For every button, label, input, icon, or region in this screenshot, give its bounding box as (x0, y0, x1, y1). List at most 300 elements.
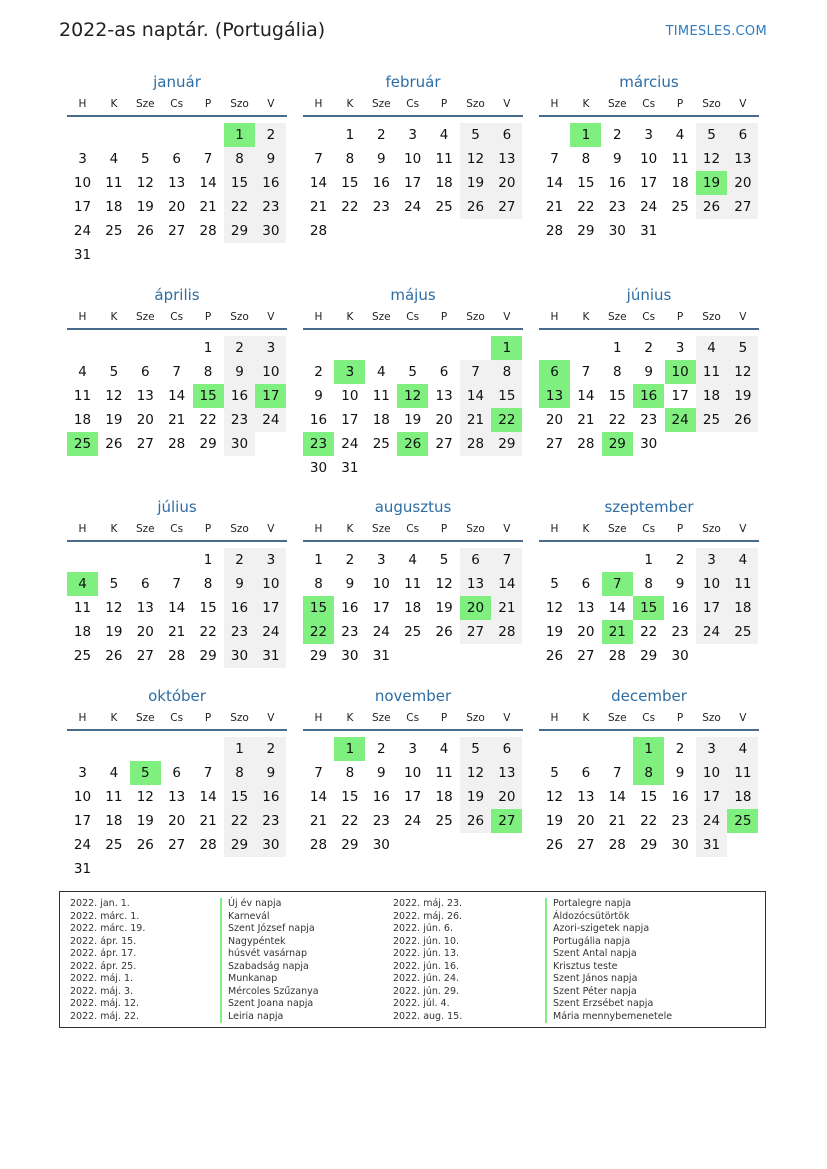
weekday-header: Szo (230, 523, 249, 535)
weekday-header: Sze (371, 712, 391, 724)
weekday-header: Cs (642, 523, 656, 535)
weekday-header: P (676, 98, 684, 110)
holiday-name: Szent Erzsébet napja (545, 998, 672, 1011)
day-cell: 8 (613, 364, 622, 380)
day-cell: 23 (255, 809, 286, 833)
weekday-header: K (110, 311, 118, 323)
weekday-header: K (110, 523, 118, 535)
month-divider (303, 115, 523, 117)
day-cell: 11 (372, 388, 390, 404)
day-cell: 17 (696, 785, 727, 809)
holiday-day-cell: 22 (491, 408, 522, 432)
day-cell: 28 (199, 223, 217, 239)
day-cell: 22 (341, 199, 359, 215)
day-cell: 24 (640, 199, 658, 215)
day-cell: 18 (404, 600, 422, 616)
day-cell: 19 (435, 600, 453, 616)
weekday-header: V (503, 311, 511, 323)
day-cell: 24 (341, 436, 359, 452)
day-cell: 30 (255, 219, 286, 243)
holiday-date: 2022. jún. 10. (393, 935, 460, 947)
month-name: április (154, 286, 200, 304)
day-cell: 28 (545, 223, 564, 239)
weekday-header: P (440, 523, 448, 535)
month-name: március (619, 73, 679, 91)
holiday-day-cell: 23 (303, 432, 334, 456)
day-cell: 26 (105, 648, 123, 664)
day-cell: 26 (696, 195, 727, 219)
weekday-header: Cs (642, 712, 656, 724)
weekday-header: V (739, 523, 747, 535)
day-cell: 9 (255, 761, 286, 785)
day-cell: 29 (224, 219, 255, 243)
day-cell: 18 (696, 384, 727, 408)
day-cell: 13 (460, 572, 491, 596)
day-cell: 4 (439, 127, 449, 143)
weekday-header: P (676, 311, 684, 323)
page-title: 2022-as naptár. (Portugália) (59, 19, 326, 41)
day-cell: 21 (199, 199, 217, 215)
day-cell: 1 (314, 552, 323, 568)
weekday-header: V (503, 98, 511, 110)
day-cell: 7 (172, 364, 181, 380)
month-name: június (626, 286, 672, 304)
holiday-day-cell: 24 (665, 408, 696, 432)
weekday-header: H (550, 98, 559, 110)
holiday-day-cell: 3 (334, 360, 365, 384)
day-cell: 7 (581, 364, 591, 380)
day-cell: 3 (255, 548, 286, 572)
day-cell: 27 (435, 436, 453, 452)
month-divider (303, 540, 523, 542)
weekday-header: V (267, 98, 275, 110)
day-cell: 26 (460, 195, 491, 219)
day-cell: 18 (435, 789, 453, 805)
weekday-header: H (550, 712, 559, 724)
day-cell: 8 (491, 360, 522, 384)
day-cell: 24 (73, 223, 92, 239)
day-cell: 12 (136, 789, 154, 805)
day-cell: 7 (203, 765, 213, 781)
holiday-day-cell: 20 (460, 596, 491, 620)
holiday-name: Azori-szigetek napja (545, 923, 672, 936)
day-cell: 30 (341, 648, 359, 664)
day-cell: 4 (439, 741, 449, 757)
month-name: december (611, 687, 687, 705)
day-cell: 23 (608, 199, 626, 215)
day-cell: 28 (309, 837, 328, 853)
day-cell: 23 (640, 412, 658, 428)
holiday-name: Új év napja (220, 898, 319, 911)
day-cell: 11 (671, 151, 689, 167)
holiday-date: 2022. máj. 23. (393, 898, 463, 909)
month-name: július (157, 498, 197, 516)
day-cell: 16 (372, 789, 390, 805)
day-cell: 1 (345, 127, 355, 143)
holiday-name: Portugália napja (545, 936, 672, 949)
day-cell: 17 (73, 199, 92, 215)
day-cell: 6 (727, 123, 758, 147)
day-cell: 24 (404, 813, 422, 829)
day-cell: 4 (109, 151, 119, 167)
day-cell: 2 (377, 741, 386, 757)
day-cell: 26 (545, 648, 564, 664)
weekday-header: V (739, 311, 747, 323)
holiday-day-cell: 1 (334, 737, 365, 761)
day-cell: 23 (372, 813, 390, 829)
month-divider (539, 540, 759, 542)
day-cell: 12 (105, 600, 123, 616)
holiday-name: Áldozócsütörtök (545, 911, 672, 924)
day-cell: 3 (408, 741, 417, 757)
day-cell: 6 (141, 576, 150, 592)
day-cell: 4 (675, 127, 685, 143)
day-cell: 11 (73, 388, 92, 404)
day-cell: 11 (105, 789, 123, 805)
day-cell: 5 (460, 123, 491, 147)
month-divider (539, 729, 759, 731)
day-cell: 27 (168, 837, 186, 853)
holiday-date: 2022. máj. 22. (70, 1010, 140, 1022)
holiday-day-cell: 25 (727, 809, 758, 833)
day-cell: 6 (172, 765, 181, 781)
day-cell: 29 (577, 223, 595, 239)
day-cell: 17 (671, 388, 689, 404)
day-cell: 27 (168, 223, 186, 239)
weekday-header: K (110, 98, 118, 110)
day-cell: 10 (404, 765, 422, 781)
day-cell: 20 (491, 171, 522, 195)
day-cell: 12 (460, 761, 491, 785)
holiday-name: Nagypéntek (220, 936, 319, 949)
day-cell: 24 (73, 837, 92, 853)
day-cell: 20 (136, 624, 154, 640)
weekday-header: Szo (230, 712, 249, 724)
day-cell: 14 (168, 388, 186, 404)
holiday-name: Szabadság napja (220, 961, 319, 974)
day-cell: 20 (168, 813, 186, 829)
day-cell: 22 (224, 809, 255, 833)
day-cell: 3 (696, 548, 727, 572)
weekday-header: K (346, 311, 354, 323)
day-cell: 15 (640, 789, 658, 805)
day-cell: 31 (696, 833, 727, 857)
day-cell: 11 (727, 761, 758, 785)
day-cell: 24 (372, 624, 390, 640)
month-divider (539, 115, 759, 117)
day-cell: 21 (168, 624, 186, 640)
legend-left-dates (70, 898, 145, 1023)
weekday-header: Sze (135, 712, 155, 724)
holiday-day-cell: 26 (397, 432, 428, 456)
day-cell: 11 (73, 600, 92, 616)
weekday-header: K (346, 712, 354, 724)
day-cell: 8 (581, 151, 591, 167)
holiday-day-cell: 12 (397, 384, 428, 408)
day-cell: 22 (199, 624, 217, 640)
holiday-name: Szent Joana napja (220, 998, 319, 1011)
weekday-header: Sze (135, 523, 155, 535)
day-cell: 22 (224, 195, 255, 219)
day-cell: 15 (224, 171, 255, 195)
day-cell: 7 (491, 548, 522, 572)
day-cell: 29 (341, 837, 359, 853)
day-cell: 10 (73, 175, 92, 191)
day-cell: 18 (727, 785, 758, 809)
day-cell: 11 (404, 576, 422, 592)
day-cell: 9 (675, 576, 685, 592)
holiday-name: Szent Péter napja (545, 986, 672, 999)
day-cell: 15 (224, 785, 255, 809)
day-cell: 26 (460, 809, 491, 833)
weekday-header: Sze (371, 311, 391, 323)
day-cell: 17 (372, 600, 390, 616)
day-cell: 5 (109, 576, 119, 592)
month-name: január (153, 73, 201, 91)
day-cell: 27 (136, 436, 154, 452)
month-name: október (148, 687, 206, 705)
day-cell: 6 (581, 765, 591, 781)
weekday-header: H (550, 523, 559, 535)
holiday-date: 2022. máj. 12. (70, 998, 140, 1009)
day-cell: 12 (136, 175, 154, 191)
day-cell: 15 (199, 600, 217, 616)
month-block (67, 687, 289, 881)
day-cell: 1 (644, 552, 653, 568)
weekday-header: H (314, 98, 323, 110)
weekday-header: Szo (702, 523, 721, 535)
day-cell: 6 (581, 576, 591, 592)
month-divider (67, 328, 287, 330)
month-name: szeptember (604, 498, 694, 516)
day-cell: 20 (136, 412, 154, 428)
day-cell: 26 (136, 223, 154, 239)
day-cell: 9 (255, 147, 286, 171)
day-cell: 28 (168, 648, 186, 664)
day-cell: 24 (696, 809, 727, 833)
day-cell: 20 (491, 785, 522, 809)
day-cell: 17 (696, 596, 727, 620)
weekday-header: Sze (371, 523, 391, 535)
day-cell: 14 (309, 175, 328, 191)
day-cell: 24 (255, 408, 286, 432)
day-cell: 29 (199, 648, 217, 664)
day-cell: 12 (696, 147, 727, 171)
day-cell: 3 (255, 336, 286, 360)
day-cell: 7 (550, 151, 559, 167)
weekday-header: Sze (135, 311, 155, 323)
holiday-day-cell: 22 (303, 620, 334, 644)
day-cell: 13 (435, 388, 453, 404)
day-cell: 21 (309, 813, 328, 829)
day-cell: 10 (404, 151, 422, 167)
day-cell: 20 (545, 412, 564, 428)
weekday-header: P (440, 311, 448, 323)
month-block (303, 73, 525, 267)
day-cell: 21 (545, 199, 564, 215)
day-cell: 15 (491, 384, 522, 408)
day-cell: 18 (671, 175, 689, 191)
day-cell: 28 (491, 620, 522, 644)
day-cell: 16 (255, 171, 286, 195)
day-cell: 10 (372, 576, 390, 592)
day-cell: 10 (255, 360, 286, 384)
weekday-header: Szo (702, 98, 721, 110)
day-cell: 28 (608, 837, 626, 853)
weekday-header: K (582, 712, 590, 724)
day-cell: 9 (377, 151, 386, 167)
holiday-day-cell: 1 (570, 123, 601, 147)
month-block (303, 286, 525, 480)
day-cell: 4 (408, 552, 417, 568)
month-divider (67, 540, 287, 542)
day-cell: 10 (696, 761, 727, 785)
holiday-day-cell: 1 (491, 336, 522, 360)
day-cell: 23 (341, 624, 359, 640)
month-name: február (385, 73, 441, 91)
holiday-day-cell: 1 (224, 123, 255, 147)
day-cell: 8 (224, 147, 255, 171)
day-cell: 20 (577, 624, 595, 640)
day-cell: 2 (675, 552, 685, 568)
holiday-date: 2022. ápr. 15. (70, 935, 137, 947)
day-cell: 26 (435, 624, 453, 640)
day-cell: 8 (224, 761, 255, 785)
day-cell: 10 (341, 388, 359, 404)
legend-left-names (220, 898, 319, 1023)
weekday-header: K (346, 98, 354, 110)
day-cell: 27 (136, 648, 154, 664)
weekday-header: P (204, 523, 212, 535)
day-cell: 16 (309, 412, 328, 428)
weekday-header: H (78, 311, 87, 323)
holiday-date: 2022. ápr. 25. (70, 960, 137, 972)
day-cell: 22 (577, 199, 595, 215)
holiday-date: 2022. máj. 1. (70, 973, 134, 984)
holiday-day-cell: 15 (633, 596, 664, 620)
day-cell: 25 (435, 199, 453, 215)
weekday-header: Szo (230, 311, 249, 323)
holiday-day-cell: 13 (539, 384, 570, 408)
weekday-header: K (582, 523, 590, 535)
weekday-header: V (503, 712, 511, 724)
day-cell: 12 (105, 388, 123, 404)
holiday-day-cell: 21 (602, 620, 633, 644)
month-divider (303, 328, 523, 330)
day-cell: 9 (377, 765, 386, 781)
day-cell: 16 (671, 600, 689, 616)
day-cell: 9 (675, 765, 685, 781)
holiday-day-cell: 15 (303, 596, 334, 620)
weekday-header: K (582, 311, 590, 323)
day-cell: 7 (172, 576, 181, 592)
day-cell: 23 (671, 813, 689, 829)
day-cell: 30 (671, 837, 689, 853)
day-cell: 12 (545, 600, 564, 616)
day-cell: 20 (435, 412, 453, 428)
month-divider (303, 729, 523, 731)
day-cell: 14 (460, 384, 491, 408)
day-cell: 15 (341, 789, 359, 805)
weekday-header: Cs (406, 98, 420, 110)
holiday-name: Mércoles Szűzanya (220, 986, 319, 999)
weekday-header: V (739, 98, 747, 110)
weekday-header: H (78, 712, 87, 724)
day-cell: 26 (545, 837, 564, 853)
day-cell: 2 (314, 364, 323, 380)
brand-link[interactable]: TIMESLES.COM (665, 24, 767, 39)
day-cell: 6 (439, 364, 449, 380)
day-cell: 12 (545, 789, 564, 805)
day-cell: 31 (640, 223, 658, 239)
day-cell: 19 (404, 412, 422, 428)
weekday-header: Cs (406, 311, 420, 323)
day-cell: 8 (203, 364, 213, 380)
weekday-header: V (267, 523, 275, 535)
day-cell: 4 (377, 364, 386, 380)
day-cell: 6 (141, 364, 150, 380)
day-cell: 3 (408, 127, 417, 143)
holiday-date: 2022. jan. 1. (70, 898, 130, 909)
day-cell: 5 (696, 123, 727, 147)
day-cell: 28 (460, 432, 491, 456)
month-block (539, 286, 761, 480)
holiday-date: 2022. jún. 16. (393, 960, 460, 972)
day-cell: 30 (640, 436, 658, 452)
day-cell: 16 (255, 785, 286, 809)
day-cell: 30 (671, 648, 689, 664)
day-cell: 25 (73, 648, 92, 664)
weekday-header: H (78, 98, 87, 110)
day-cell: 10 (255, 572, 286, 596)
day-cell: 27 (545, 436, 564, 452)
day-cell: 1 (203, 552, 213, 568)
day-cell: 26 (136, 837, 154, 853)
day-cell: 27 (491, 195, 522, 219)
day-cell: 18 (105, 199, 123, 215)
day-cell: 23 (255, 195, 286, 219)
weekday-header: P (204, 311, 212, 323)
weekday-header: P (676, 523, 684, 535)
holiday-day-cell: 29 (602, 432, 633, 456)
day-cell: 19 (460, 785, 491, 809)
day-cell: 25 (105, 223, 123, 239)
day-cell: 2 (613, 127, 622, 143)
weekday-header: H (314, 712, 323, 724)
day-cell: 22 (199, 412, 217, 428)
weekday-header: P (204, 98, 212, 110)
day-cell: 2 (224, 548, 255, 572)
day-cell: 31 (341, 460, 359, 476)
weekday-header: Cs (406, 523, 420, 535)
day-cell: 29 (640, 648, 658, 664)
holiday-day-cell: 8 (633, 761, 664, 785)
weekday-header: Szo (466, 311, 485, 323)
day-cell: 2 (644, 340, 653, 356)
day-cell: 3 (78, 151, 87, 167)
day-cell: 3 (644, 127, 653, 143)
weekday-header: Szo (230, 98, 249, 110)
holiday-day-cell: 25 (67, 432, 98, 456)
day-cell: 1 (224, 737, 255, 761)
day-cell: 18 (372, 412, 390, 428)
day-cell: 30 (608, 223, 626, 239)
day-cell: 14 (199, 789, 217, 805)
day-cell: 26 (105, 436, 123, 452)
day-cell: 21 (199, 813, 217, 829)
day-cell: 11 (105, 175, 123, 191)
day-cell: 14 (608, 789, 626, 805)
